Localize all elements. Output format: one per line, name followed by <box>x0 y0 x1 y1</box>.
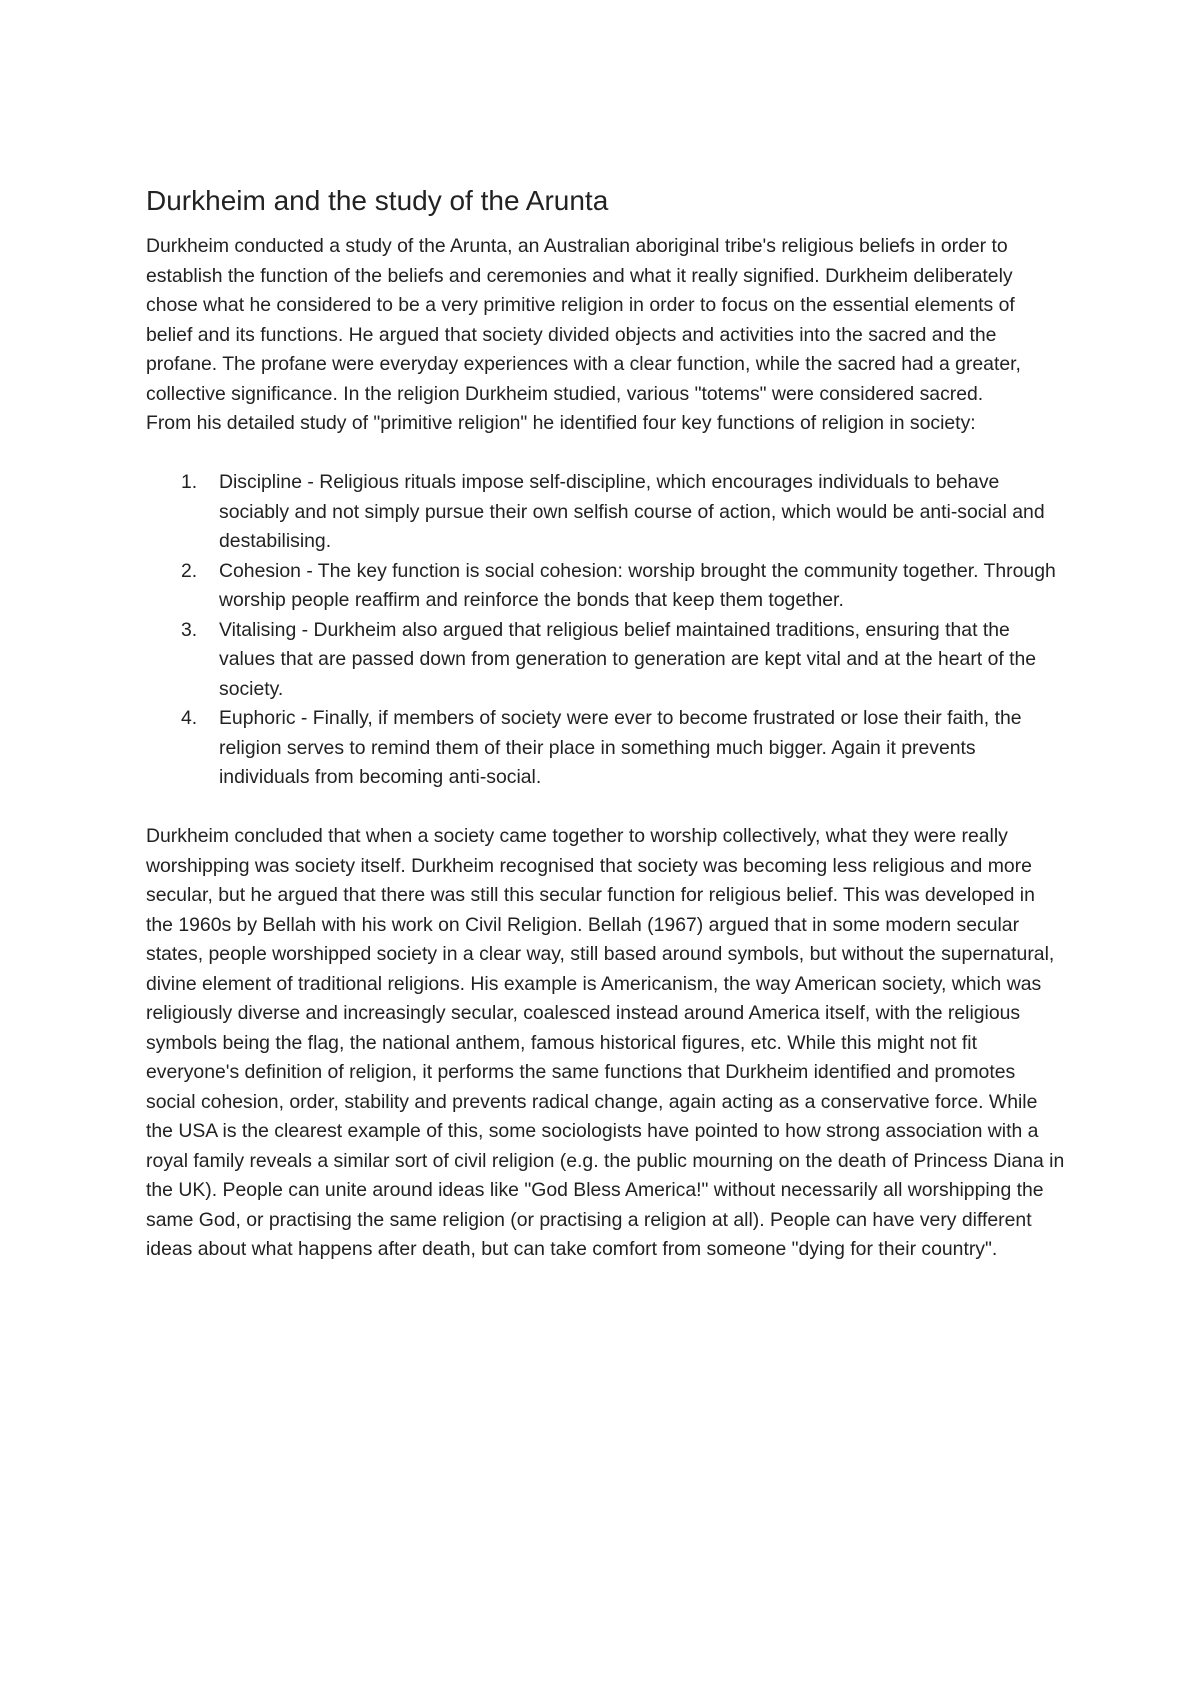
list-item <box>146 704 1066 793</box>
conclusion-paragraph: Durkheim concluded that when a society came together to worship collectively, what they were really worshipping was society itself. Durkheim recognised that society was becoming less religious and more secular, but he argued that there was still this secular function for religious belief. This was developed in the 1960s by Bellah with his work on Civil Religion. Bellah (1967) argued that in some modern secular states, people worshipped society in a clear way, still based around symbols, but without the supernatural, divine element of traditional religions. His example is Americanism, the way American society, which was religiously diverse and increasingly secular, coalesced instead around America itself, with the religious symbols being the flag, the national anthem, famous historical figures, etc. While this might not fit everyone's definition of religion, it performs the same functions that Durkheim identified and promotes social cohesion, order, stability and prevents radical change, again acting as a conservative force. While the USA is the clearest example of this, some sociologists have pointed to how strong association with a royal family reveals a similar sort of civil religion (e.g. the public mourning on the death of Princess Diana in the UK). People can unite around ideas like "God Bless America!" without necessarily all worshipping the same God, or practising the same religion (or practising a religion at all). People can have very different ideas about what happens after death, but can take comfort from someone "dying for their country". <box>146 825 1065 1260</box>
intro-paragraph: Durkheim conducted a study of the Arunta, an Australian aboriginal tribe's religious beliefs in order to establish the function of the beliefs and ceremonies and what it really signified. Durkheim deliberately chose what he considered to be a very primitive religion in order to focus on the essential elements of belief and its functions. He argued that society divided objects and activities into the sacred and the profane. The profane were everyday experiences with a clear function, while the sacred had a greater, collective significance. In the religion Durkheim studied, various "totems" were considered sacred. From his detailed study of "primitive religion" he identified four key functions of religion in society: <box>146 235 1021 434</box>
functions-list <box>146 468 1066 793</box>
list-item-text: Cohesion - The key function is social cohesion: worship brought the community together. Through worship people reaffirm and reinforce the bonds that keep them together. <box>219 559 1056 611</box>
list-item <box>146 468 1066 557</box>
list-item <box>146 616 1066 705</box>
list-item-number: 1. <box>181 471 198 493</box>
list-item-number: 4. <box>181 707 198 729</box>
list-item-number: 2. <box>181 559 198 582</box>
list-item <box>146 557 1066 616</box>
document-title: Durkheim and the study of the Arunta <box>146 185 609 216</box>
list-item-text: Euphoric - Finally, if members of society were ever to become frustrated or lose their faith, the religion serves to remind them of their place in something much bigger. Again it prevents individuals from becoming anti-social. <box>219 707 1022 788</box>
list-item-text: Vitalising - Durkheim also argued that religious belief maintained traditions, ensuring that the values that are passed down from generation to generation are kept vital and at the heart of the society. <box>219 618 1037 700</box>
list-item-number: 3. <box>181 618 198 641</box>
list-item-text: Discipline - Religious rituals impose self-discipline, which encourages individuals to behave sociably and not simply pursue their own selfish course of action, which would be anti-social and destabilising. <box>219 471 1045 552</box>
document-page <box>146 182 1066 1265</box>
